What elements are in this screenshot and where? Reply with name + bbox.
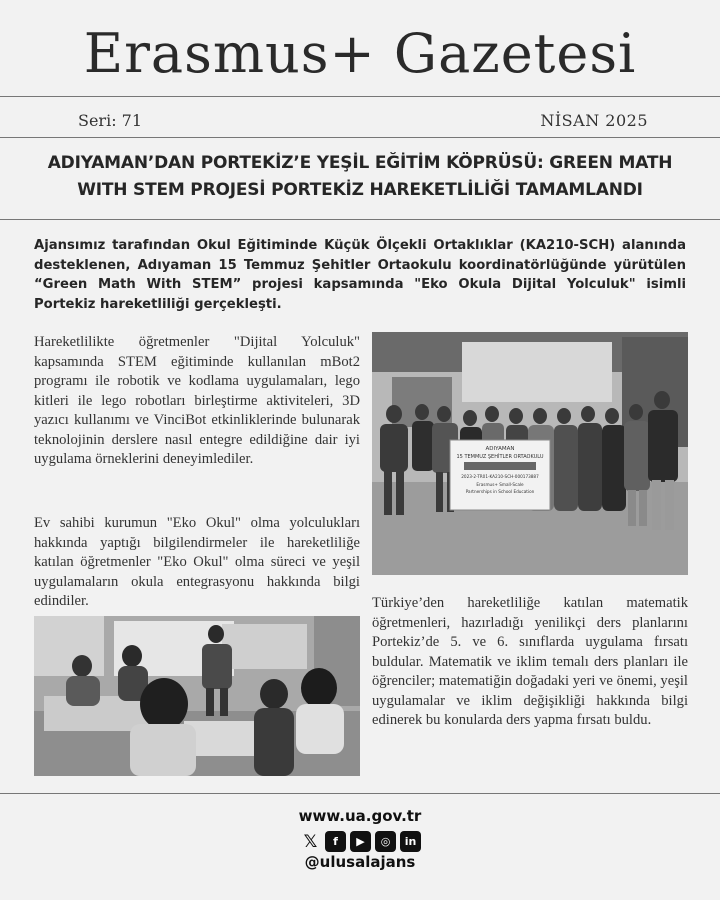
divider xyxy=(0,96,720,97)
article-lead: Ajansımız tarafından Okul Eğitiminde Küçük Ölçekli Ortaklıklar (KA210-SCH) alanında desteklenen, Adıyaman 15 Temmuz Şehitler Ortaokulu koordinatörlüğünde yürütülen “Green Math With STEM” projesi kapsamında "Eko Okula Dijital Yolculuk" isimli Portekiz hareketliliği gerçekleşti. xyxy=(34,238,686,312)
group-photo xyxy=(372,332,688,575)
paragraph-3: Türkiye’den hareketliliğe katılan matematik öğretmenleri, hazırladığı yenilikçi ders planlarını Portekiz’de 5. ve 6. sınıflarda uygulama fırsatı buldular. Matematik ve iklim temalı ders planları ile öğrenciler; matematiğin doğadaki yeri ve önemi, yeşil uygulamalar ve iklim değişikliği hakkında bilgi edinerek bu konularda ders yapma fırsatı buldu. xyxy=(372,595,688,728)
classroom-photo xyxy=(34,616,360,776)
issue-date: NİSAN 2025 xyxy=(540,111,648,130)
youtube-icon[interactable]: ▶ xyxy=(350,831,371,852)
divider xyxy=(0,137,720,138)
paragraph-1: Hareketlilikte öğretmenler "Dijital Yolculuk" kapsamında STEM eğitiminde kullanılan mBot2 programı ile robotik ve kodlama uygulamaları, lego kitleri ile lego robotları birleştirme aktiviteleri, 3D yazıcı kullanımı ve VinciBot etkinliklerinde bulunarak teknolojinin derslere nasıl entegre edildiğine dair iyi uygulama örneklerini deneyimlediler. xyxy=(34,334,360,467)
article-headline xyxy=(30,150,690,204)
masthead-title: Erasmus+ Gazetesi xyxy=(83,22,637,85)
linkedin-icon[interactable]: in xyxy=(400,831,421,852)
divider xyxy=(0,793,720,794)
facebook-icon[interactable]: f xyxy=(325,831,346,852)
instagram-icon[interactable]: ◎ xyxy=(375,831,396,852)
social-links xyxy=(300,831,422,851)
banner-line-3: 2023-2-TR01-KA210-SCH-000173887 xyxy=(461,474,539,479)
divider xyxy=(0,219,720,220)
banner-line-1: ADIYAMAN xyxy=(485,446,515,452)
website-link[interactable]: www.ua.gov.tr xyxy=(298,807,422,825)
headline-line-2: WITH STEM PROJESİ PORTEKİZ HAREKETLİLİĞİ TAMAMLANDI xyxy=(77,180,643,200)
banner-line-5: Partnerships in School Education xyxy=(465,489,535,494)
issue-series: Seri: 71 xyxy=(78,111,143,130)
banner-line-4: Erasmus+ Small-Scale xyxy=(476,482,524,487)
paragraph-2: Ev sahibi kurumun "Eko Okul" olma yolculukları hakkında yaptığı bilgilendirmeler ile hareketliliğe katılan öğretmenler "Eko Okul" olma süreci ve yeşil uygulamaların okula entegrasyonu hakkında bilgi edindiler. xyxy=(34,515,360,609)
headline-line-1: ADIYAMAN’DAN PORTEKİZ’E YEŞİL EĞİTİM KÖPRÜSÜ: GREEN MATH xyxy=(47,153,673,173)
x-icon[interactable]: 𝕏 xyxy=(303,831,318,852)
social-handle[interactable]: @ulusalajans xyxy=(304,853,416,871)
banner-line-2: 15 TEMMUZ ŞEHİTLER ORTAOKULU xyxy=(456,454,544,460)
